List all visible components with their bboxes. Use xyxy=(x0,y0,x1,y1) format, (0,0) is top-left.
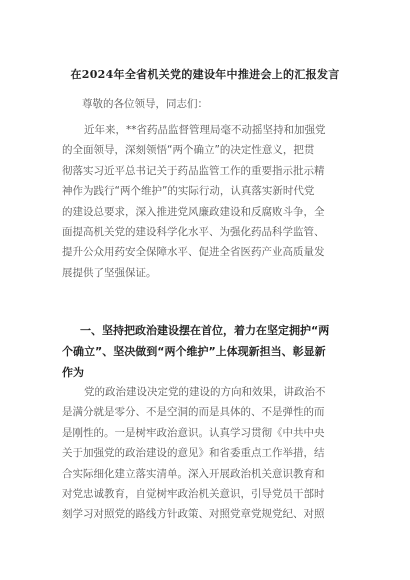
section-heading xyxy=(62,320,358,383)
paragraph-line: 面提高机关党的建设科学化水平、为强化药品科学监管、 xyxy=(62,225,325,238)
paragraph-line: 合实际细化建立落实清单。深入开展政治机关意识教育和 xyxy=(62,467,325,480)
salutation: 尊敬的各位领导，同志们： xyxy=(82,98,208,110)
paragraph-line: 近年来，**省药品监督管理局毫不动摇坚持和加强党 xyxy=(84,124,326,136)
paragraph-political-building xyxy=(62,382,352,525)
paragraph-line: 关于加强党的政治建设的意见》和省委重点工作举措，结 xyxy=(62,447,325,460)
paragraph-line: 是刚性的。一是树牢政治意识。认真学习贯彻《中共中央 xyxy=(62,426,325,439)
paragraph-line: 是满分就是零分、不是空洞的而是具体的、不是弹性的而 xyxy=(62,406,325,419)
paragraph-line: 对党忠诚教育，自觉树牢政治机关意识，引导党员干部时 xyxy=(62,487,325,500)
paragraph-line: 展提供了坚强保证。 xyxy=(62,266,157,279)
paragraph-line: 彻落实习近平总书记关于药品监管工作的重要指示批示精 xyxy=(62,164,325,177)
heading-line: 个确立”、坚决做到“两个维护”上体现新担当、彰显新 xyxy=(62,345,326,358)
heading-line: 一、坚持把政治建设摆在首位，着力在坚定拥护“两 xyxy=(80,324,330,337)
paragraph-line: 提升公众用药安全保障水平、促进全省医药产业高质量发 xyxy=(62,246,325,259)
paragraph-line: 党的政治建设决定党的建设的方向和效果，讲政治不 xyxy=(84,386,326,398)
paragraph-intro xyxy=(62,120,352,283)
paragraph-line: 刻学习对照党的路线方针政策、对照党章党规党纪、对照 xyxy=(62,508,325,521)
paragraph-line: 的全面领导，深刻领悟“两个确立”的决定性意义，把贯 xyxy=(62,144,315,157)
paragraph-line: 的建设总要求，深入推进党风廉政建设和反腐败斗争，全 xyxy=(62,205,325,218)
paragraph-line: 神作为践行“两个维护”的实际行动，认真落实新时代党 xyxy=(62,185,315,198)
heading-line: 作为 xyxy=(62,366,84,379)
document-title: 在2024年全省机关党的建设年中推进会上的汇报发言 xyxy=(70,68,340,81)
